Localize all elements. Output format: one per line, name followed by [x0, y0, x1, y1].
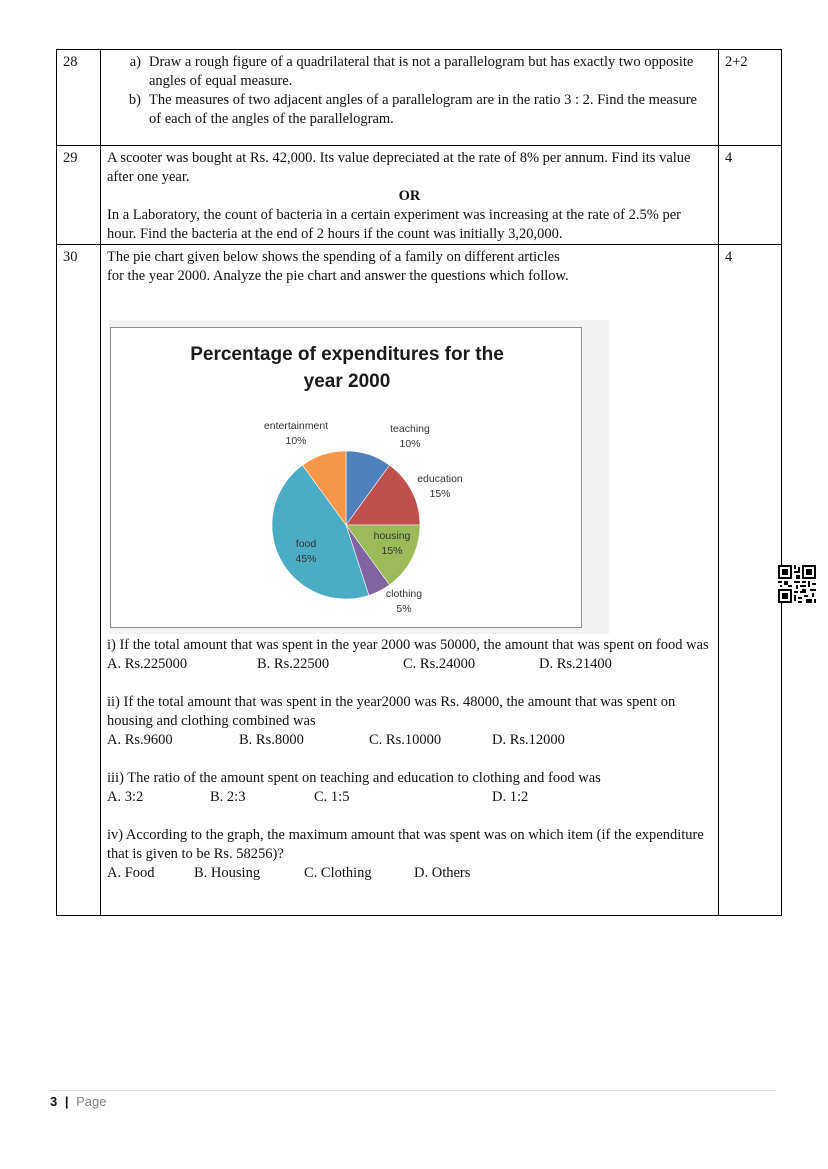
subquestion-text: iii) The ratio of the amount spent on teaching and education to clothing and food was [107, 770, 601, 786]
footer-separator: | [64, 1094, 69, 1109]
question-marks: 2+2 [719, 50, 782, 146]
option-c: C. Rs.24000 [403, 656, 476, 672]
pie-chart-svg [109, 320, 609, 634]
option-b: B. Rs.8000 [239, 732, 304, 748]
question-intro-line: The pie chart given below shows the spending of a family on different articles [107, 249, 560, 265]
subquestion-label: b) [128, 92, 141, 108]
subquestion-1 [107, 636, 712, 674]
subquestion-a [115, 53, 712, 91]
option-c: C. Rs.10000 [369, 732, 442, 748]
slice-label: entertainment [263, 420, 329, 432]
question-content [101, 245, 719, 916]
question-text-alternative: In a Laboratory, the count of bacteria in a certain experiment was increasing at the rate of 2.5% per hour. Find the bacteria at the end of 2 hours if the count was initially 3,20,000. [107, 207, 681, 242]
option-a: A. Rs.9600 [107, 732, 173, 748]
subquestion-text: ii) If the total amount that was spent in the year2000 was Rs. 48000, the amount that was spent on housing and clothing combined was [107, 694, 676, 729]
slice-value-label: 10% [399, 438, 421, 450]
options-row [107, 788, 712, 807]
question-marks: 4 [719, 245, 782, 916]
slice-value-label: 15% [381, 545, 403, 557]
slice-label: housing [373, 530, 411, 542]
subquestion-text: Draw a rough figure of a quadrilateral that is not a parallelogram but has exactly two opposite angles of equal measure. [149, 54, 694, 89]
question-number: 28 [57, 50, 101, 146]
subquestion-label: a) [129, 54, 141, 70]
options-row [107, 864, 712, 883]
page-number: 3 [50, 1094, 58, 1109]
question-text: A scooter was bought at Rs. 42,000. Its value depreciated at the rate of 8% per annum. Find its value after one year. [107, 150, 691, 185]
option-a: A. 3:2 [107, 789, 144, 805]
subquestion-text: i) If the total amount that was spent in the year 2000 was 50000, the amount that was spent on food was [107, 637, 709, 653]
options-row [107, 655, 712, 674]
option-d: D. Others [414, 865, 471, 881]
chart-title-line: Percentage of expenditures for the [190, 344, 504, 365]
option-c: C. 1:5 [314, 789, 350, 805]
slice-value-label: 5% [396, 603, 412, 615]
footer-divider [50, 1090, 776, 1091]
or-separator: OR [398, 188, 421, 204]
subquestion-3 [107, 769, 712, 807]
subquestion-text: iv) According to the graph, the maximum amount that was spent was on which item (if the expenditure that is given to be Rs. 58256)? [107, 827, 704, 862]
slice-label: education [417, 473, 463, 485]
question-intro-line: for the year 2000. Analyze the pie chart and answer the questions which follow. [107, 268, 569, 284]
option-d: D. Rs.12000 [492, 732, 565, 748]
question-marks: 4 [719, 146, 782, 245]
page-label: Page [76, 1094, 107, 1109]
slice-value-label: 10% [285, 435, 307, 447]
page-footer [50, 1094, 107, 1109]
slice-value-label: 15% [429, 488, 451, 500]
option-c: C. Clothing [304, 865, 372, 881]
option-b: B. 2:3 [210, 789, 246, 805]
subquestion-b [115, 91, 712, 129]
question-row-28 [57, 50, 782, 146]
question-row-29 [57, 146, 782, 245]
option-d: D. 1:2 [492, 789, 529, 805]
question-number: 30 [57, 245, 101, 916]
qr-code-icon [778, 565, 816, 603]
question-row-30 [57, 245, 782, 916]
slice-value-label: 45% [295, 553, 317, 565]
subquestion-text: The measures of two adjacent angles of a parallelogram are in the ratio 3 : 2. Find the measure of each of the angles of the parallelogram. [149, 92, 697, 127]
pie-chart [109, 320, 609, 634]
slice-label: teaching [390, 423, 430, 435]
chart-title-line: year 2000 [303, 371, 391, 392]
question-content [101, 50, 719, 146]
question-content [101, 146, 719, 245]
slice-label: clothing [385, 588, 423, 600]
option-a: A. Rs.225000 [107, 656, 188, 672]
option-a: A. Food [107, 865, 155, 881]
option-b: B. Rs.22500 [257, 656, 330, 672]
subquestion-4 [107, 826, 712, 883]
option-b: B. Housing [194, 865, 261, 881]
options-row [107, 731, 712, 750]
subquestion-2 [107, 693, 712, 750]
questions-table [56, 49, 782, 916]
slice-label: food [295, 538, 317, 550]
question-number: 29 [57, 146, 101, 245]
option-d: D. Rs.21400 [539, 656, 612, 672]
